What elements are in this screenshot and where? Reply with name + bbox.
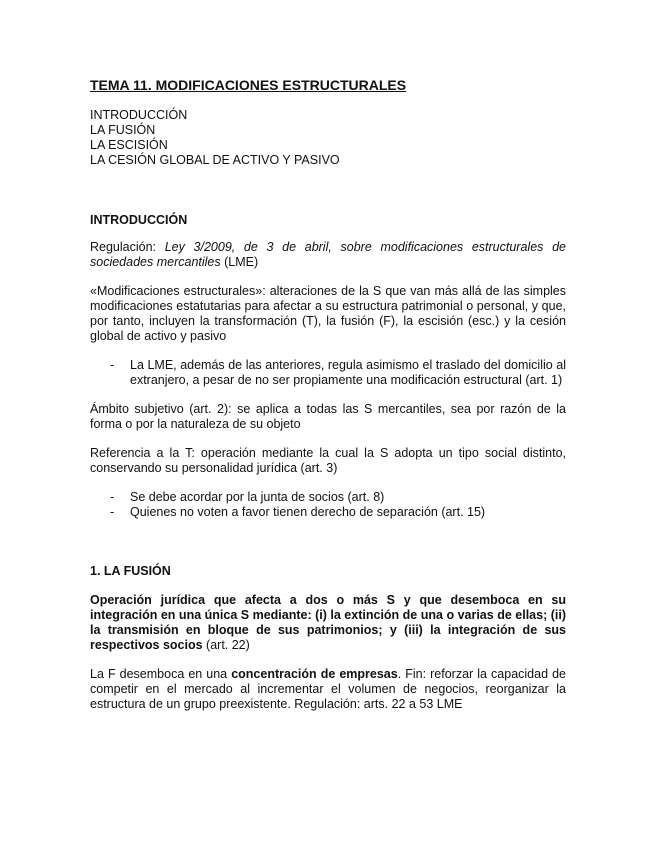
text-run: . Fin: reforzar la capacidad de competir en el mercado al incrementar el volumen de negocios, reorganizar la estructura de un grupo preexistente. Regulación: arts. 22 a 53 LME — [90, 667, 566, 711]
list-item — [90, 505, 566, 520]
list-item-text: Se debe acordar por la junta de socios (art. 8) — [130, 490, 385, 504]
text-run-bold: concentración de empresas — [231, 667, 398, 681]
paragraph-fusion-concentracion — [90, 667, 566, 712]
toc-item: LA FUSIÓN — [90, 123, 156, 137]
fusion-definition-tail: (art. 22) — [202, 638, 250, 652]
paragraph-fusion-definition — [90, 593, 566, 653]
list-item-text: La LME, además de las anteriores, regula asimismo el traslado del domicilio al extranjero, a pesar de no ser propiamente una modificación estructural (art. 1) — [130, 358, 566, 387]
bullet-list-1 — [90, 358, 566, 388]
bullet-list-2 — [90, 490, 566, 520]
dash-marker: - — [110, 490, 115, 504]
list-item — [90, 490, 566, 505]
dash-marker: - — [110, 505, 115, 519]
toc-item: LA ESCISIÓN — [90, 138, 168, 152]
toc-item: INTRODUCCIÓN — [90, 108, 188, 122]
toc-item: LA CESIÓN GLOBAL DE ACTIVO Y PASIVO — [90, 153, 340, 167]
paragraph-referencia: Referencia a la T: operación mediante la cual la S adopta un tipo social distinto, conservando su personalidad jurídica (art. 3) — [90, 446, 566, 475]
dash-marker: - — [110, 358, 115, 372]
document-page — [90, 76, 566, 712]
section-heading-introduccion: INTRODUCCIÓN — [90, 213, 188, 227]
text-run: La F desemboca en una — [90, 667, 232, 681]
paragraph-modificaciones: «Modificaciones estructurales»: alteraciones de la S que van más allá de las simples modificaciones estatutarias para afectar a su estructura patrimonial o personal, y que, por tanto, incluyen la transformación (T), la fusión (F), la escisión (esc.) y la cesión global de activo y pasivo — [90, 284, 566, 343]
regulacion-law: Ley 3/2009, de 3 de abril, sobre modificaciones estructurales de sociedades mercantiles — [90, 240, 566, 269]
paragraph-ambito: Ámbito subjetivo (art. 2): se aplica a todas las S mercantiles, sea por razón de la forma o por la naturaleza de su objeto — [90, 402, 566, 431]
table-of-contents — [90, 108, 566, 168]
paragraph-regulacion — [90, 240, 566, 270]
list-item-text: Quienes no voten a favor tienen derecho de separación (art. 15) — [130, 505, 486, 519]
section-heading-fusion: 1. LA FUSIÓN — [90, 564, 171, 578]
fusion-definition-bold: Operación jurídica que afecta a dos o más S y que desemboca en su integración en una única S mediante: (i) la extinción de una o varias de ellas; (ii) la transmisión en bloque de sus patrimonios; y (iii) la integración de sus respectivos socios — [90, 593, 566, 652]
regulacion-label: Regulación: — [90, 240, 165, 254]
regulacion-tail: (LME) — [220, 255, 259, 269]
list-item — [90, 358, 566, 388]
page-title: TEMA 11. MODIFICACIONES ESTRUCTURALES — [90, 77, 407, 93]
